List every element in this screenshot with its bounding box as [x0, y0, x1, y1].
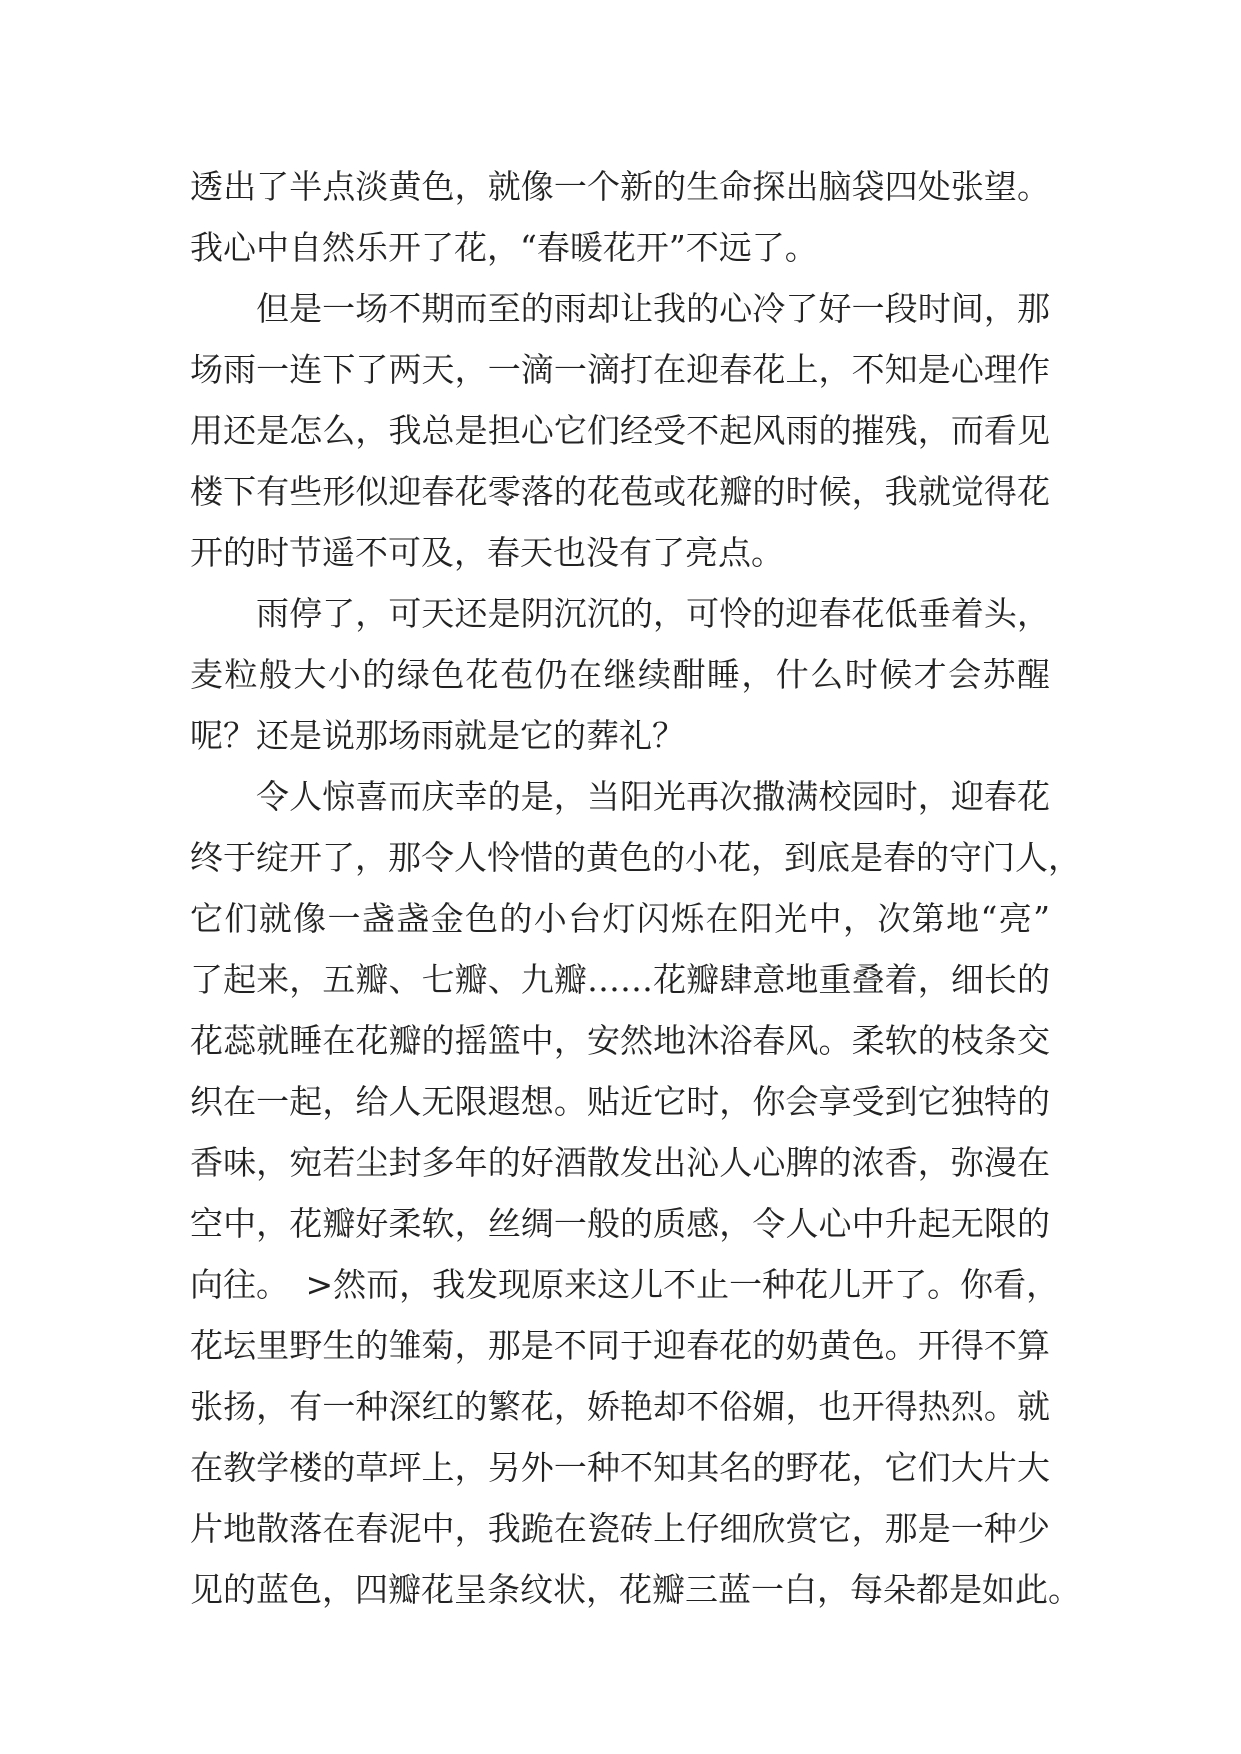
text-line: 麦粒般大小的绿色花苞仍在继续酣睡，什么时候才会苏醒	[190, 655, 1050, 694]
text-line: 张扬，有一种深红的繁花，娇艳却不俗媚，也开得热烈。就	[190, 1387, 1050, 1426]
text-line: 透出了半点淡黄色，就像一个新的生命探出脑袋四处张望。	[190, 167, 1050, 206]
text-line: 用还是怎么，我总是担心它们经受不起风雨的摧残，而看见	[190, 411, 1050, 450]
text-line: 我心中自然乐开了花，“春暖花开”不远了。	[190, 228, 818, 267]
paragraph-first-line: 雨停了，可天还是阴沉沉的，可怜的迎春花低垂着头，	[256, 594, 1050, 633]
text-line: 场雨一连下了两天，一滴一滴打在迎春花上，不知是心理作	[190, 350, 1050, 389]
text-line: 呢？还是说那场雨就是它的葬礼？	[190, 716, 685, 755]
paragraph-first-line: 令人惊喜而庆幸的是，当阳光再次撒满校园时，迎春花	[256, 777, 1050, 816]
text-line: 花蕊就睡在花瓣的摇篮中，安然地沐浴春风。柔软的枝条交	[190, 1021, 1050, 1060]
text-line: 楼下有些形似迎春花零落的花苞或花瓣的时候，我就觉得花	[190, 472, 1050, 511]
text-line: 了起来，五瓣、七瓣、九瓣……花瓣肆意地重叠着，细长的	[190, 960, 1050, 999]
text-line: 见的蓝色，四瓣花呈条纹状，花瓣三蓝一白，每朵都是如此。	[190, 1570, 1081, 1609]
body-text	[190, 156, 1081, 1620]
text-line: 织在一起，给人无限遐想。贴近它时，你会享受到它独特的	[190, 1082, 1050, 1121]
text-line: 空中，花瓣好柔软，丝绸一般的质感，令人心中升起无限的	[190, 1204, 1050, 1243]
text-line: 香味，宛若尘封多年的好酒散发出沁人心脾的浓香，弥漫在	[190, 1143, 1050, 1182]
text-line: 终于绽开了，那令人怜惜的黄色的小花，到底是春的守门人，	[190, 838, 1081, 877]
text-line: 在教学楼的草坪上，另外一种不知其名的野花，它们大片大	[190, 1448, 1050, 1487]
text-line: 片地散落在春泥中，我跪在瓷砖上仔细欣赏它，那是一种少	[190, 1509, 1050, 1548]
text-line: 向往。 >然而，我发现原来这儿不止一种花儿开了。你看，	[190, 1265, 1060, 1304]
text-line: 开的时节遥不可及，春天也没有了亮点。	[190, 533, 784, 572]
paragraph-first-line: 但是一场不期而至的雨却让我的心冷了好一段时间，那	[256, 289, 1050, 328]
text-line: 花坛里野生的雏菊，那是不同于迎春花的奶黄色。开得不算	[190, 1326, 1050, 1365]
text-line: 它们就像一盏盏金色的小台灯闪烁在阳光中，次第地“亮”	[190, 899, 1050, 938]
